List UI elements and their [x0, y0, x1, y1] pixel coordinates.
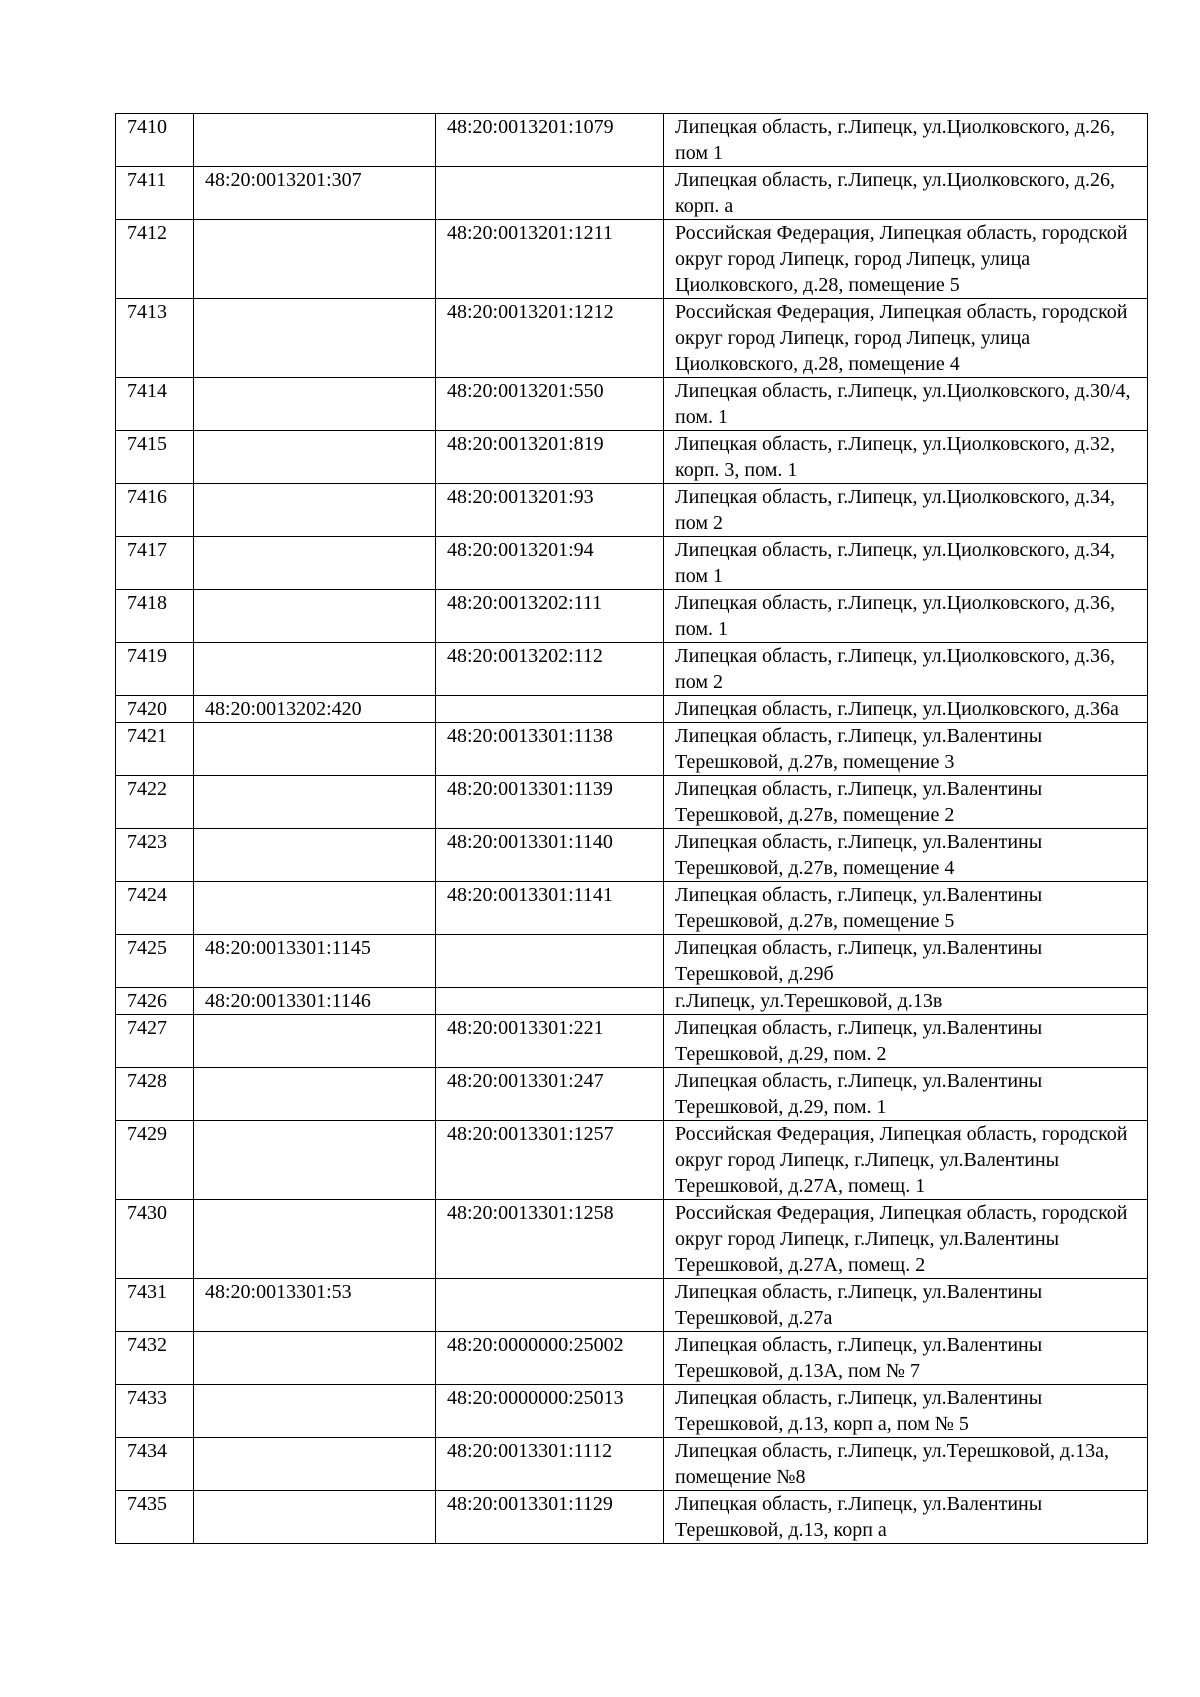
row-number-cell: 7421	[116, 723, 194, 776]
row-number-cell: 7419	[116, 643, 194, 696]
building-cadastral-cell	[194, 776, 436, 829]
premises-cadastral-cell: 48:20:0013301:1258	[436, 1200, 664, 1279]
building-cadastral-cell	[194, 378, 436, 431]
premises-cadastral-cell	[436, 1279, 664, 1332]
row-number-cell: 7434	[116, 1438, 194, 1491]
table-row	[116, 776, 1148, 829]
address-cell: Липецкая область, г.Липецк, ул.Валентины Терешковой, д.13, корп а, пом № 5	[664, 1385, 1148, 1438]
building-cadastral-cell	[194, 1332, 436, 1385]
address-cell: Липецкая область, г.Липецк, ул.Валентины Терешковой, д.13, корп а	[664, 1491, 1148, 1544]
address-cell: г.Липецк, ул.Терешковой, д.13в	[664, 988, 1148, 1015]
row-number-cell: 7412	[116, 220, 194, 299]
premises-cadastral-cell: 48:20:0013301:247	[436, 1068, 664, 1121]
address-cell: Липецкая область, г.Липецк, ул.Циолковского, д.26, пом 1	[664, 114, 1148, 167]
table-row	[116, 431, 1148, 484]
row-number-cell: 7425	[116, 935, 194, 988]
table-row	[116, 1491, 1148, 1544]
table-row	[116, 167, 1148, 220]
building-cadastral-cell	[194, 1121, 436, 1200]
table-row	[116, 1438, 1148, 1491]
row-number-cell: 7414	[116, 378, 194, 431]
row-number-cell: 7422	[116, 776, 194, 829]
table-row	[116, 1385, 1148, 1438]
address-cell: Липецкая область, г.Липецк, ул.Валентины Терешковой, д.27в, помещение 4	[664, 829, 1148, 882]
table-row	[116, 882, 1148, 935]
row-number-cell: 7416	[116, 484, 194, 537]
building-cadastral-cell: 48:20:0013301:1146	[194, 988, 436, 1015]
premises-cadastral-cell: 48:20:0013201:94	[436, 537, 664, 590]
row-number-cell: 7420	[116, 696, 194, 723]
row-number-cell: 7428	[116, 1068, 194, 1121]
premises-cadastral-cell	[436, 696, 664, 723]
building-cadastral-cell: 48:20:0013301:53	[194, 1279, 436, 1332]
building-cadastral-cell	[194, 1200, 436, 1279]
address-cell: Липецкая область, г.Липецк, ул.Валентины Терешковой, д.27а	[664, 1279, 1148, 1332]
building-cadastral-cell	[194, 590, 436, 643]
table-row	[116, 1068, 1148, 1121]
building-cadastral-cell	[194, 1068, 436, 1121]
address-cell: Липецкая область, г.Липецк, ул.Циолковского, д.26, корп. а	[664, 167, 1148, 220]
table-row	[116, 829, 1148, 882]
address-cell: Липецкая область, г.Липецк, ул.Валентины Терешковой, д.29, пом. 1	[664, 1068, 1148, 1121]
row-number-cell: 7418	[116, 590, 194, 643]
row-number-cell: 7431	[116, 1279, 194, 1332]
address-cell: Российская Федерация, Липецкая область, городской округ город Липецк, г.Липецк, ул.Валентины Терешковой, д.27А, помещ. 2	[664, 1200, 1148, 1279]
building-cadastral-cell	[194, 1385, 436, 1438]
premises-cadastral-cell: 48:20:0000000:25013	[436, 1385, 664, 1438]
row-number-cell: 7433	[116, 1385, 194, 1438]
premises-cadastral-cell: 48:20:0013301:1140	[436, 829, 664, 882]
row-number-cell: 7417	[116, 537, 194, 590]
building-cadastral-cell: 48:20:0013201:307	[194, 167, 436, 220]
premises-cadastral-cell: 48:20:0013201:1211	[436, 220, 664, 299]
premises-cadastral-cell: 48:20:0013301:221	[436, 1015, 664, 1068]
table-row	[116, 1279, 1148, 1332]
table-row	[116, 723, 1148, 776]
premises-cadastral-cell: 48:20:0013201:819	[436, 431, 664, 484]
premises-cadastral-cell: 48:20:0013201:1079	[436, 114, 664, 167]
premises-cadastral-cell: 48:20:0013301:1257	[436, 1121, 664, 1200]
row-number-cell: 7413	[116, 299, 194, 378]
table-row	[116, 696, 1148, 723]
address-cell: Липецкая область, г.Липецк, ул.Циолковского, д.36, пом 2	[664, 643, 1148, 696]
address-cell: Липецкая область, г.Липецк, ул.Валентины Терешковой, д.27в, помещение 2	[664, 776, 1148, 829]
building-cadastral-cell	[194, 220, 436, 299]
property-table	[115, 113, 1148, 1544]
table-row	[116, 590, 1148, 643]
table-row	[116, 484, 1148, 537]
table-row	[116, 299, 1148, 378]
building-cadastral-cell	[194, 723, 436, 776]
premises-cadastral-cell: 48:20:0013201:1212	[436, 299, 664, 378]
building-cadastral-cell	[194, 1015, 436, 1068]
address-cell: Липецкая область, г.Липецк, ул.Циолковского, д.36, пом. 1	[664, 590, 1148, 643]
address-cell: Липецкая область, г.Липецк, ул.Валентины Терешковой, д.29, пом. 2	[664, 1015, 1148, 1068]
premises-cadastral-cell: 48:20:0013202:111	[436, 590, 664, 643]
building-cadastral-cell	[194, 484, 436, 537]
table-row	[116, 1121, 1148, 1200]
building-cadastral-cell	[194, 537, 436, 590]
premises-cadastral-cell: 48:20:0013301:1112	[436, 1438, 664, 1491]
address-cell: Липецкая область, г.Липецк, ул.Терешковой, д.13а, помещение №8	[664, 1438, 1148, 1491]
address-cell: Липецкая область, г.Липецк, ул.Циолковского, д.34, пом 1	[664, 537, 1148, 590]
row-number-cell: 7411	[116, 167, 194, 220]
premises-cadastral-cell	[436, 167, 664, 220]
table-row	[116, 935, 1148, 988]
premises-cadastral-cell: 48:20:0013301:1141	[436, 882, 664, 935]
table-row	[116, 220, 1148, 299]
address-cell: Липецкая область, г.Липецк, ул.Валентины Терешковой, д.13А, пом № 7	[664, 1332, 1148, 1385]
address-cell: Липецкая область, г.Липецк, ул.Циолковского, д.36а	[664, 696, 1148, 723]
row-number-cell: 7432	[116, 1332, 194, 1385]
building-cadastral-cell	[194, 882, 436, 935]
address-cell: Российская Федерация, Липецкая область, городской округ город Липецк, г.Липецк, ул.Валентины Терешковой, д.27А, помещ. 1	[664, 1121, 1148, 1200]
building-cadastral-cell	[194, 1491, 436, 1544]
building-cadastral-cell	[194, 114, 436, 167]
premises-cadastral-cell: 48:20:0013201:550	[436, 378, 664, 431]
table-body	[116, 114, 1148, 1544]
premises-cadastral-cell	[436, 988, 664, 1015]
premises-cadastral-cell: 48:20:0013202:112	[436, 643, 664, 696]
address-cell: Липецкая область, г.Липецк, ул.Валентины Терешковой, д.27в, помещение 5	[664, 882, 1148, 935]
document-page	[115, 113, 1147, 1544]
table-row	[116, 114, 1148, 167]
row-number-cell: 7415	[116, 431, 194, 484]
building-cadastral-cell: 48:20:0013202:420	[194, 696, 436, 723]
premises-cadastral-cell: 48:20:0000000:25002	[436, 1332, 664, 1385]
premises-cadastral-cell	[436, 935, 664, 988]
address-cell: Липецкая область, г.Липецк, ул.Валентины Терешковой, д.27в, помещение 3	[664, 723, 1148, 776]
row-number-cell: 7410	[116, 114, 194, 167]
premises-cadastral-cell: 48:20:0013301:1138	[436, 723, 664, 776]
row-number-cell: 7430	[116, 1200, 194, 1279]
premises-cadastral-cell: 48:20:0013301:1139	[436, 776, 664, 829]
premises-cadastral-cell: 48:20:0013201:93	[436, 484, 664, 537]
address-cell: Российская Федерация, Липецкая область, городской округ город Липецк, город Липецк, улица Циолковского, д.28, помещение 5	[664, 220, 1148, 299]
table-row	[116, 1200, 1148, 1279]
address-cell: Липецкая область, г.Липецк, ул.Циолковского, д.32, корп. 3, пом. 1	[664, 431, 1148, 484]
row-number-cell: 7426	[116, 988, 194, 1015]
address-cell: Липецкая область, г.Липецк, ул.Циолковского, д.30/4, пом. 1	[664, 378, 1148, 431]
address-cell: Липецкая область, г.Липецк, ул.Циолковского, д.34, пом 2	[664, 484, 1148, 537]
building-cadastral-cell	[194, 431, 436, 484]
premises-cadastral-cell: 48:20:0013301:1129	[436, 1491, 664, 1544]
table-row	[116, 1015, 1148, 1068]
table-row	[116, 988, 1148, 1015]
building-cadastral-cell	[194, 1438, 436, 1491]
table-row	[116, 378, 1148, 431]
row-number-cell: 7424	[116, 882, 194, 935]
building-cadastral-cell	[194, 643, 436, 696]
building-cadastral-cell	[194, 299, 436, 378]
row-number-cell: 7435	[116, 1491, 194, 1544]
table-row	[116, 643, 1148, 696]
address-cell: Российская Федерация, Липецкая область, городской округ город Липецк, город Липецк, улица Циолковского, д.28, помещение 4	[664, 299, 1148, 378]
table-row	[116, 537, 1148, 590]
row-number-cell: 7429	[116, 1121, 194, 1200]
row-number-cell: 7427	[116, 1015, 194, 1068]
building-cadastral-cell: 48:20:0013301:1145	[194, 935, 436, 988]
address-cell: Липецкая область, г.Липецк, ул.Валентины Терешковой, д.29б	[664, 935, 1148, 988]
row-number-cell: 7423	[116, 829, 194, 882]
building-cadastral-cell	[194, 829, 436, 882]
table-row	[116, 1332, 1148, 1385]
